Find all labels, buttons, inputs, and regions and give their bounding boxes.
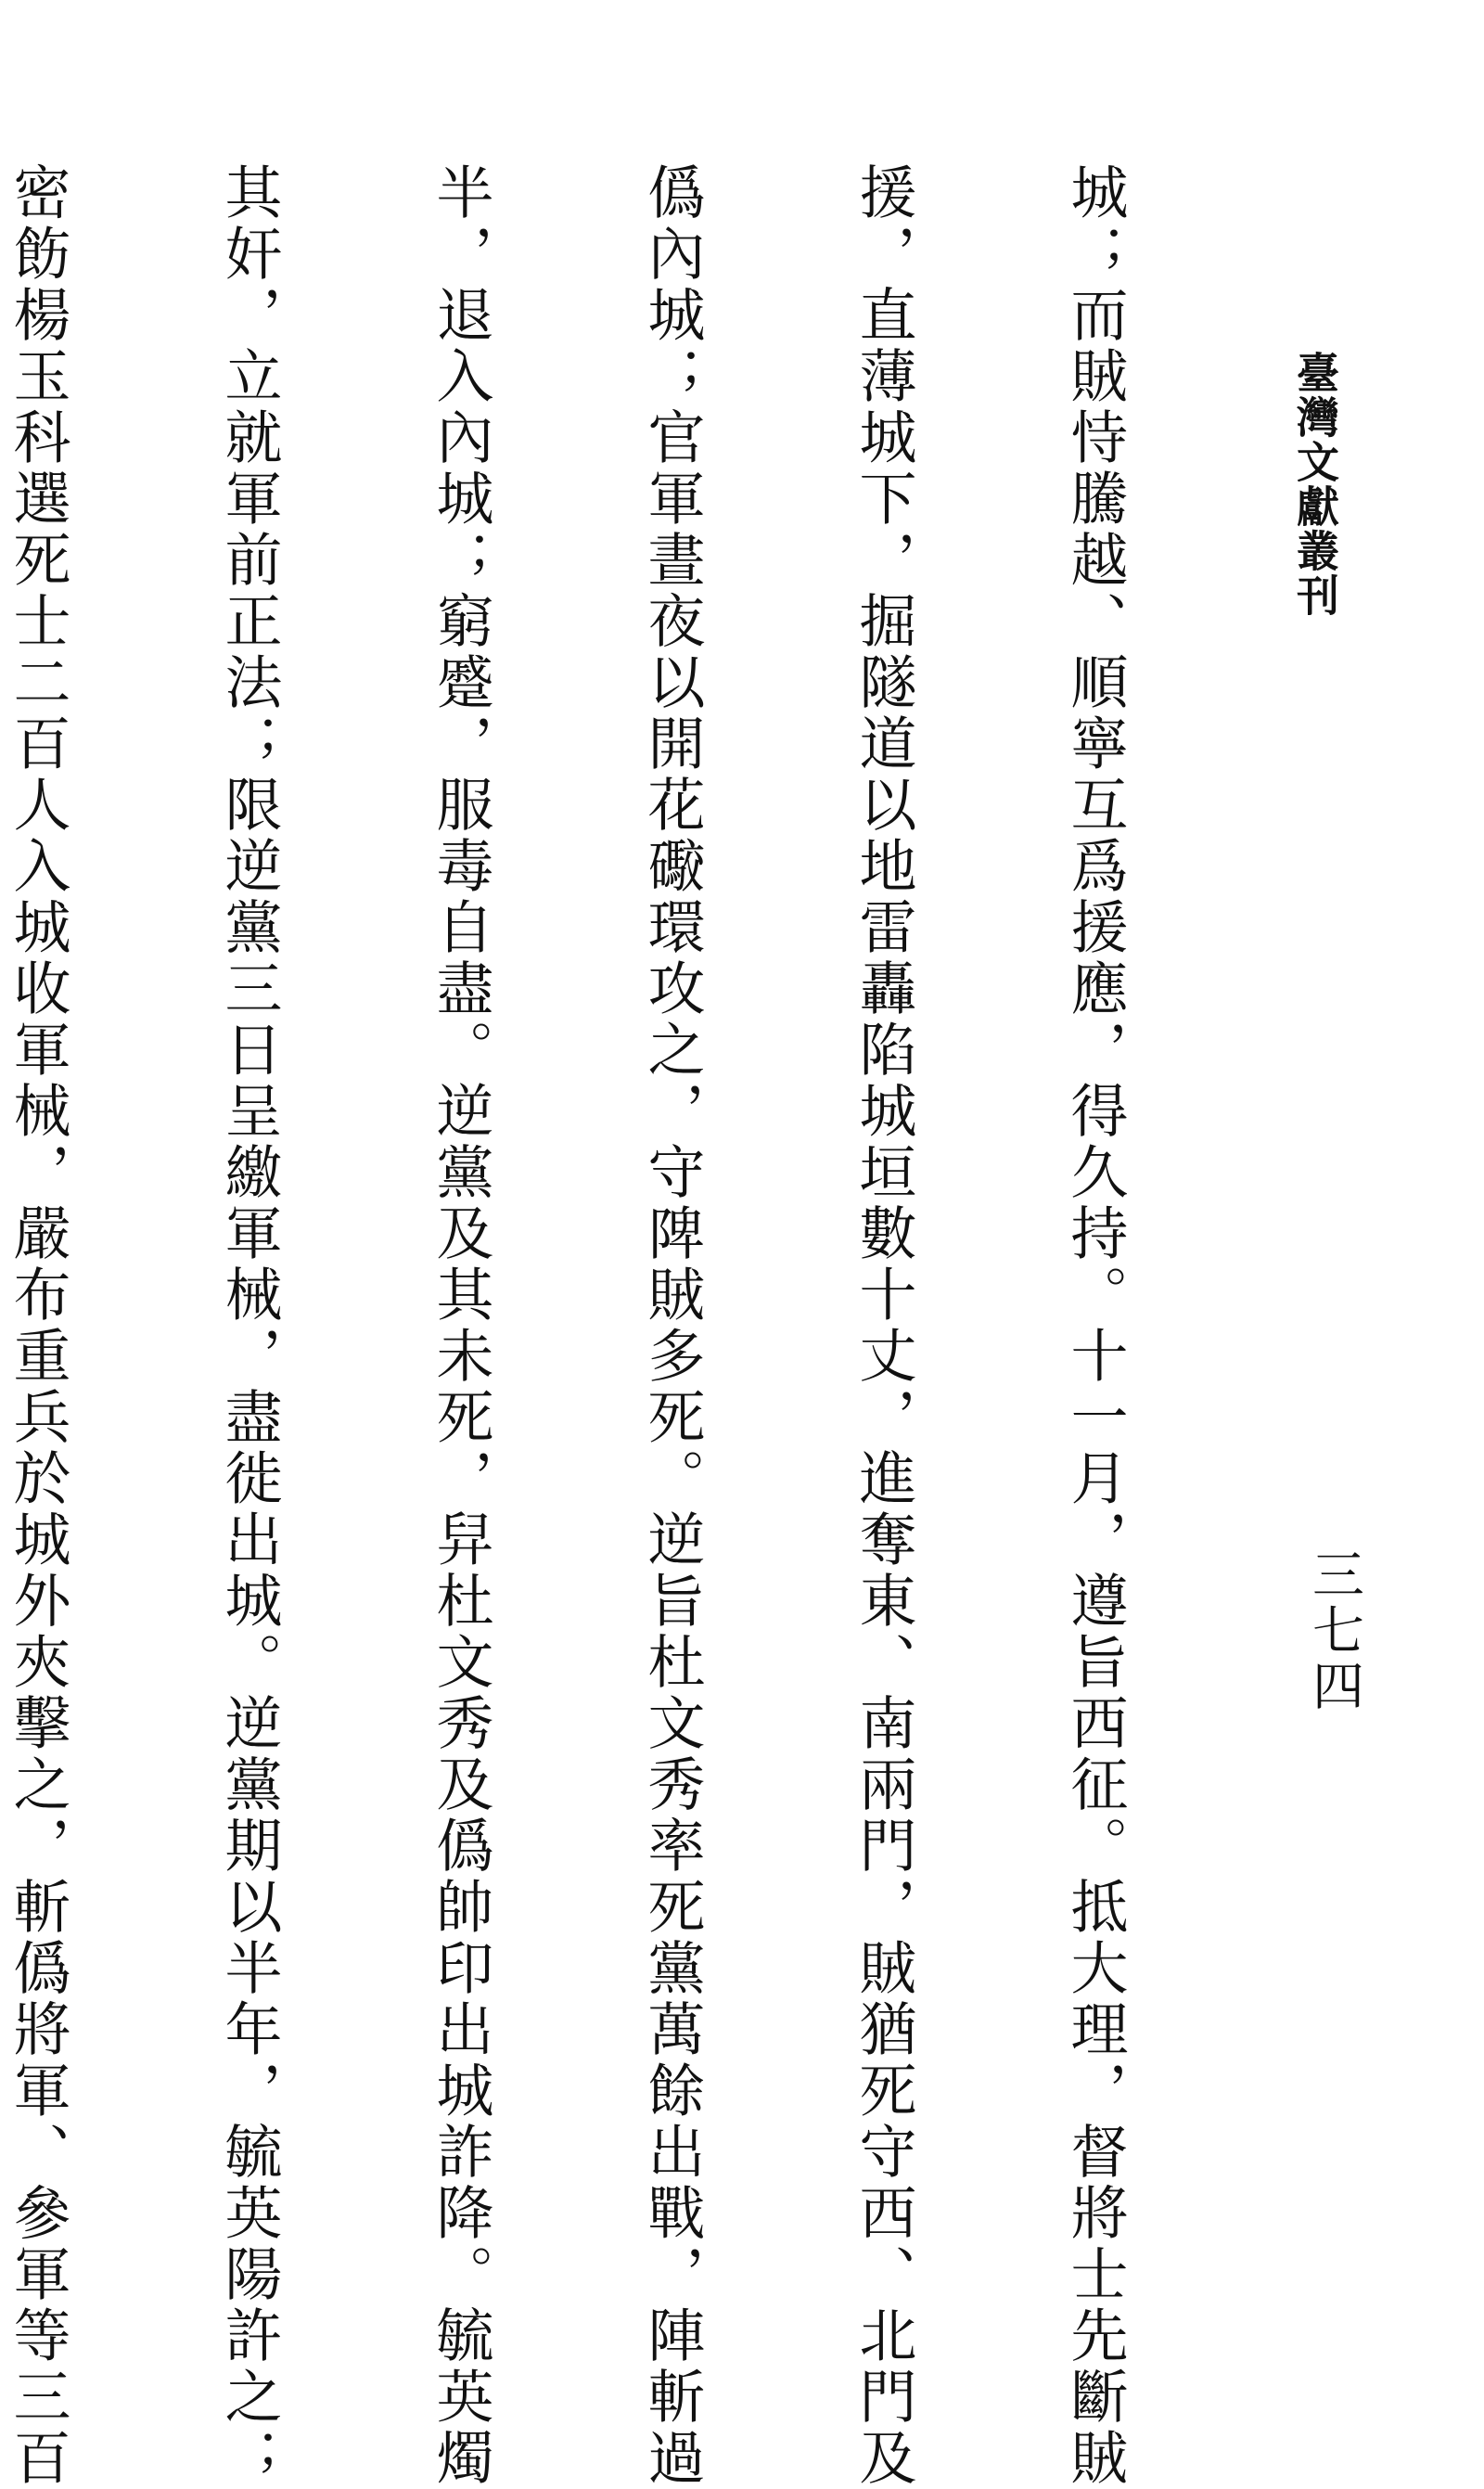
page-number: 三七四 — [1304, 1547, 1364, 1714]
body-text — [4, 162, 1271, 2489]
text-column: 城；而賊恃騰越、順寧互爲援應，得久持。十一月，遵旨西征。抵大理，督將士先斷賊 — [1061, 162, 1129, 2489]
text-column: 半，退入內城；窮蹙，服毒自盡。逆黨及其未死，舁杜文秀及僞帥印出城詐降。毓英燭 — [427, 162, 494, 2489]
text-column: 援，直薄城下，掘隧道以地雷轟陷城垣數十丈，進奪東、南兩門，賊猶死守西、北門及 — [850, 162, 917, 2489]
running-header: 臺灣文獻叢刊 — [1290, 351, 1340, 618]
text-column: 僞內城；官軍晝夜以開花礮環攻之，守陴賊多死。逆旨杜文秀率死黨萬餘出戰，陣斬過 — [638, 162, 706, 2489]
text-column: 密飭楊玉科選死士二百人入城收軍械，嚴布重兵於城外夾擊之，斬僞將軍、參軍等三百 — [4, 162, 71, 2489]
text-column: 其奸，立就軍前正法；限逆黨三日呈繳軍械，盡徙出城。逆黨期以半年，毓英陽許之； — [215, 162, 283, 2489]
